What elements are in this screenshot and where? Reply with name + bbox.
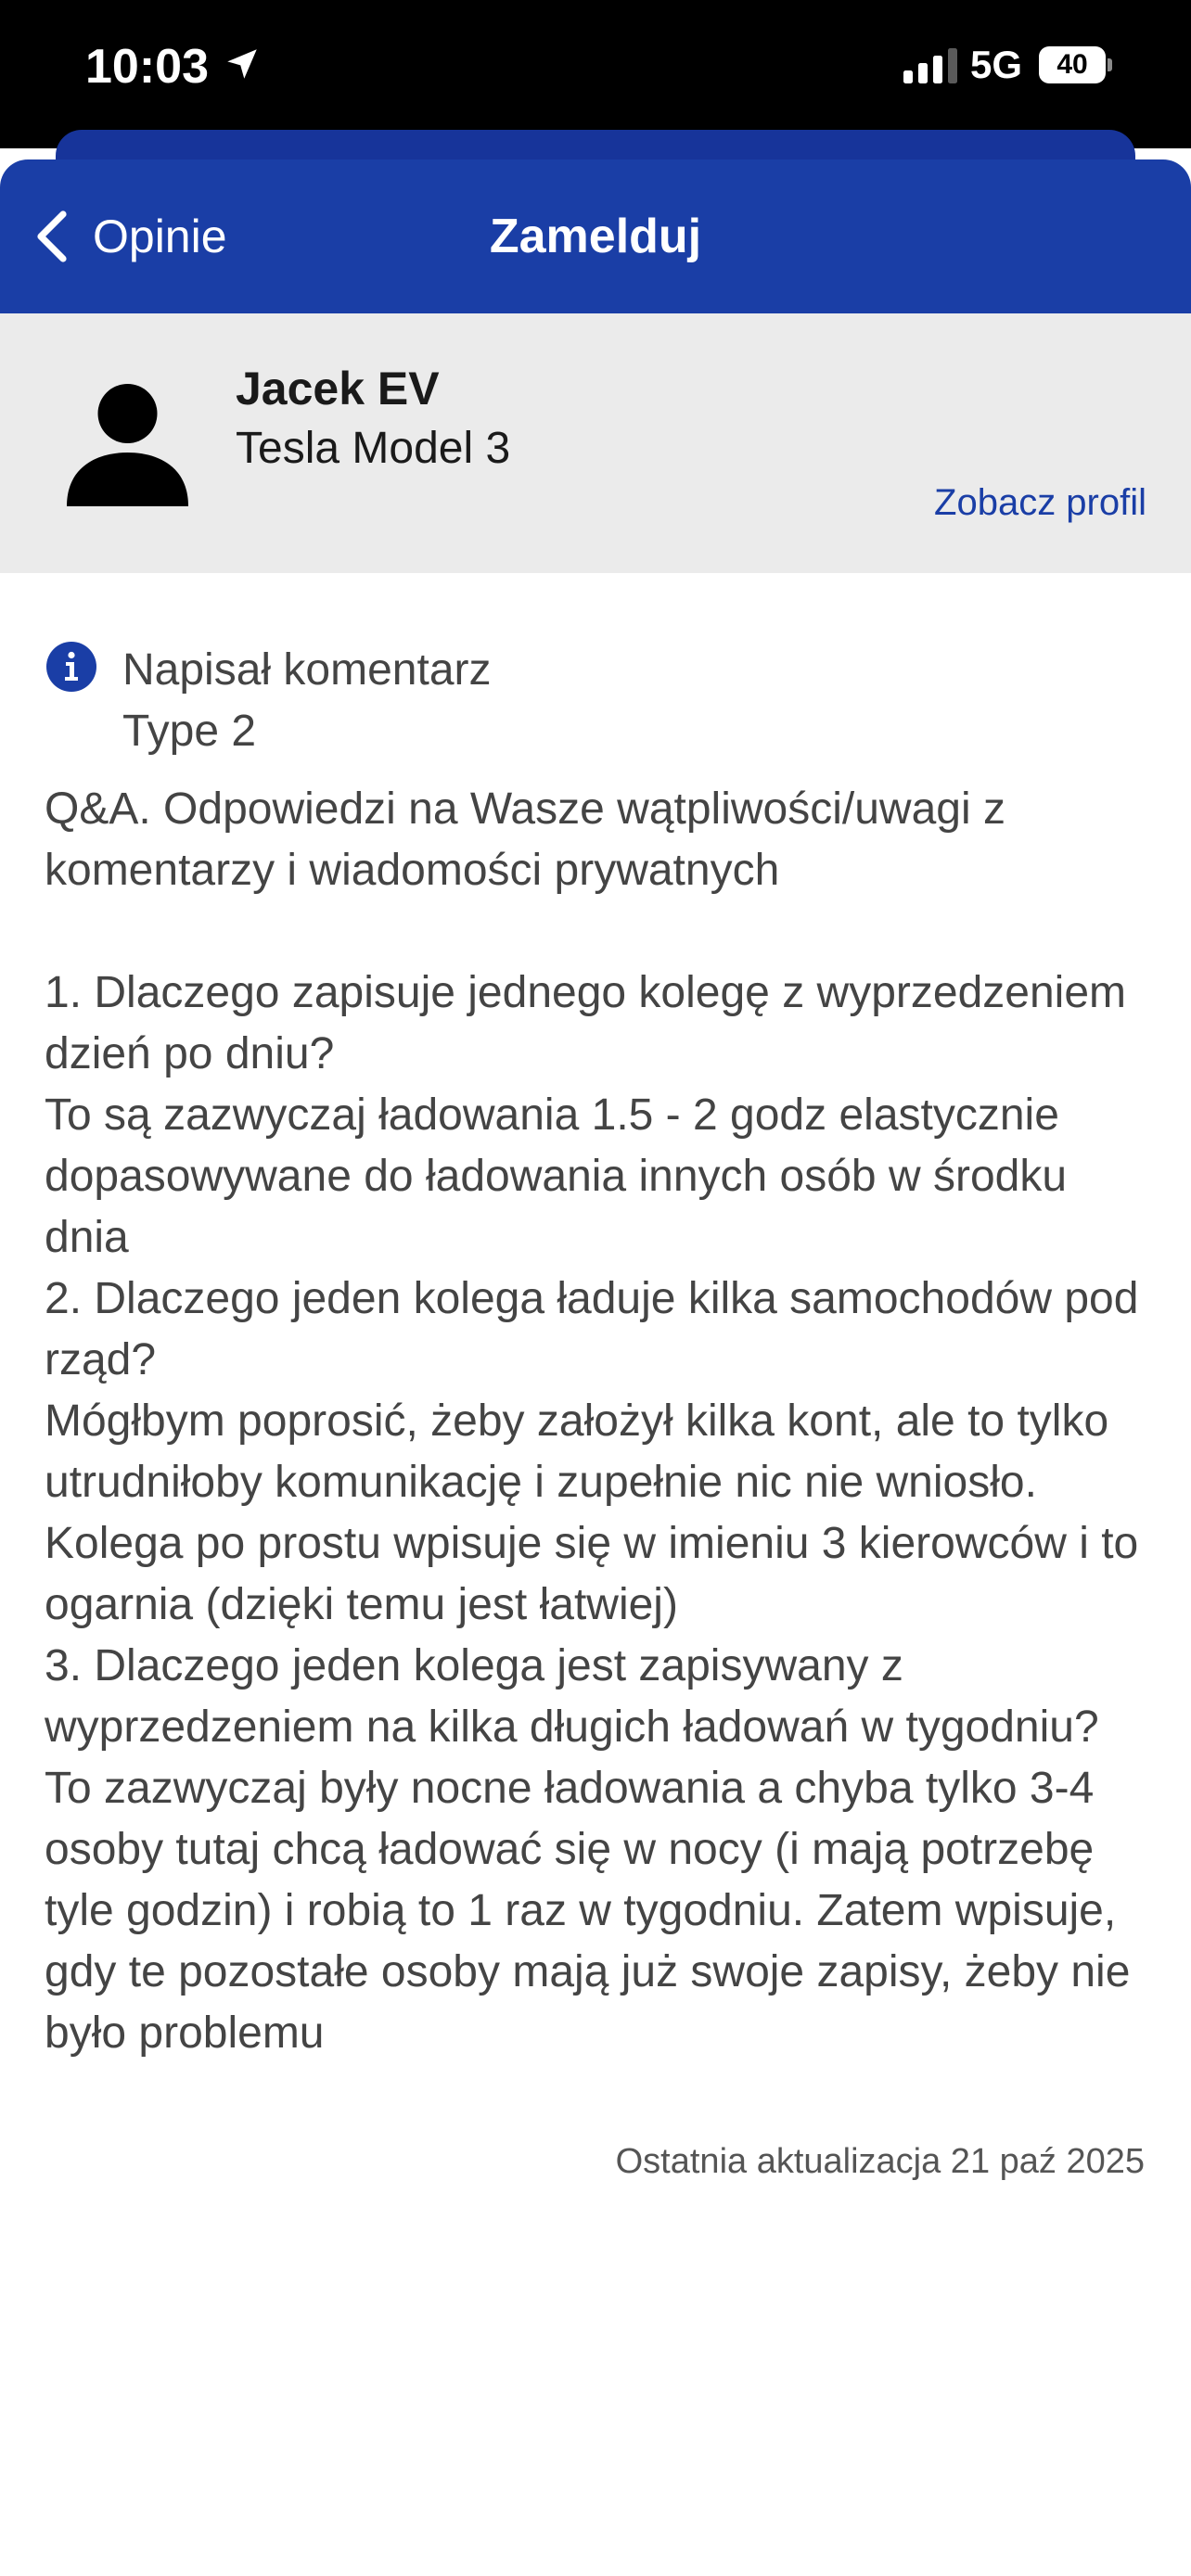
nav-bar [0,159,1191,313]
comment-text: Q&A. Odpowiedzi na Wasze wątpliwości/uwagi z komentarzy i wiadomości prywatnych 1. Dlaczego zapisuje jednego kolegę z wyprzedzeniem dzień po dniu? To są zazwyczaj ładowania 1.5 - 2 godz elastycznie dopasowywane do ładowania innych osób w środku dnia 2. Dlaczego jeden kolega ładuje kilka samochodów pod rząd? Mógłbym poprosić, żeby założył kilka kont, ale to tylko utrudniłoby komunikację i zupełnie nic nie wniosło. Kolega po prostu wpisuje się w imieniu 3 kierowców i to ogarnia (dzięki temu jest łatwiej) 3. Dlaczego jeden kolega jest zapisywany z wyprzedzeniem na kilka długich ładowań w tygodniu? To zazwyczaj były nocne ładowania a chyba tylko 3-4 osoby tutaj chcą ładować się w nocy (i mają potrzebę tyle godzin) i robią to 1 raz w tygodniu. Zatem wpisuje, gdy te pozostałe osoby mają już swoje zapisy, żeby nie było problemu [45,784,1139,2058]
profile-card [0,313,1191,573]
user-car: Tesla Model 3 [236,424,511,473]
last-updated: Ostatnia aktualizacja 21 paź 2025 [615,2142,1145,2181]
user-name: Jacek EV [236,363,440,414]
status-time: 10:03 [85,40,209,94]
signal-icon [902,46,957,83]
location-arrow-icon [223,45,262,83]
back-button-label: Opinie [93,210,227,262]
entry-connector: Type 2 [122,707,257,756]
info-icon [46,642,96,692]
battery-icon [1039,46,1111,83]
view-profile-link[interactable]: Zobacz profil [934,482,1146,523]
network-type: 5G [970,43,1023,86]
entry-action: Napisał komentarz [122,645,492,695]
page-title: Zamelduj [489,210,702,263]
status-bar [0,0,1191,148]
back-button[interactable] [33,206,227,267]
battery-level: 40 [1057,49,1088,80]
chevron-left-icon [33,209,70,264]
person-icon [65,378,190,508]
